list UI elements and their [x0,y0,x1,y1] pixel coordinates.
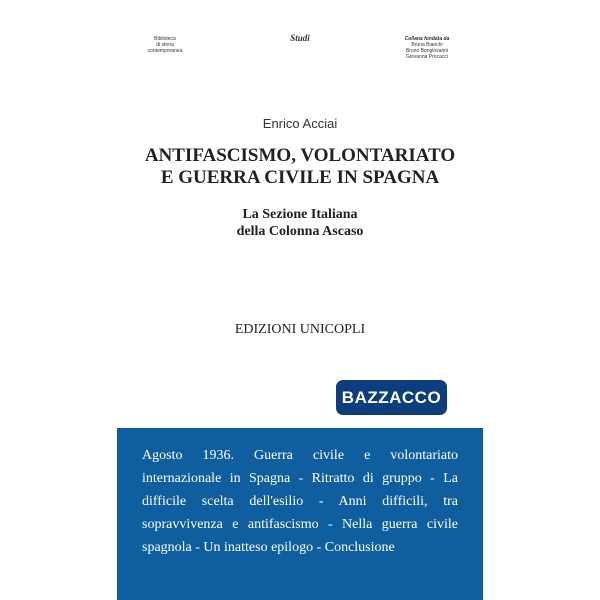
contents-panel [117,428,483,600]
watermark-badge: BAZZACCO [336,380,447,415]
series-line: contemporanea [147,48,183,54]
book-title [0,145,600,189]
series-name-left [140,36,190,54]
publisher: EDIZIONI UNICOPLI [234,322,366,337]
title-line: E GUERRA CIVILE IN SPAGNA [160,167,440,188]
series-line: Bruno Bongiovanni [405,48,449,54]
series-editors [392,36,462,60]
series-line: di storia [156,42,174,48]
series-line: Collana fondata da [404,36,450,42]
contents-text: Agosto 1936. Guerra civile e volontariato internazionale in Spagna - Ritratto di gruppo - La difficile scelta dell'esilio - Anni difficili, tra sopravvivenza e antifascismo - Nella guerra civile spagnola - Un inatteso epilogo - Conclusione [142,448,458,555]
title-line: ANTIFASCISMO, VOLONTARIATO [144,145,456,166]
series-line: Bruna Bianchi [411,42,443,48]
series-line: Biblioteca [154,36,176,42]
book-subtitle [0,206,600,240]
series-label: Studi [290,33,310,43]
subtitle-line: La Sezione Italiana [242,207,358,222]
subtitle-line: della Colonna Ascaso [236,224,364,239]
series-line: Giovanna Procacci [406,54,448,60]
author: Enrico Acciai [262,116,338,131]
